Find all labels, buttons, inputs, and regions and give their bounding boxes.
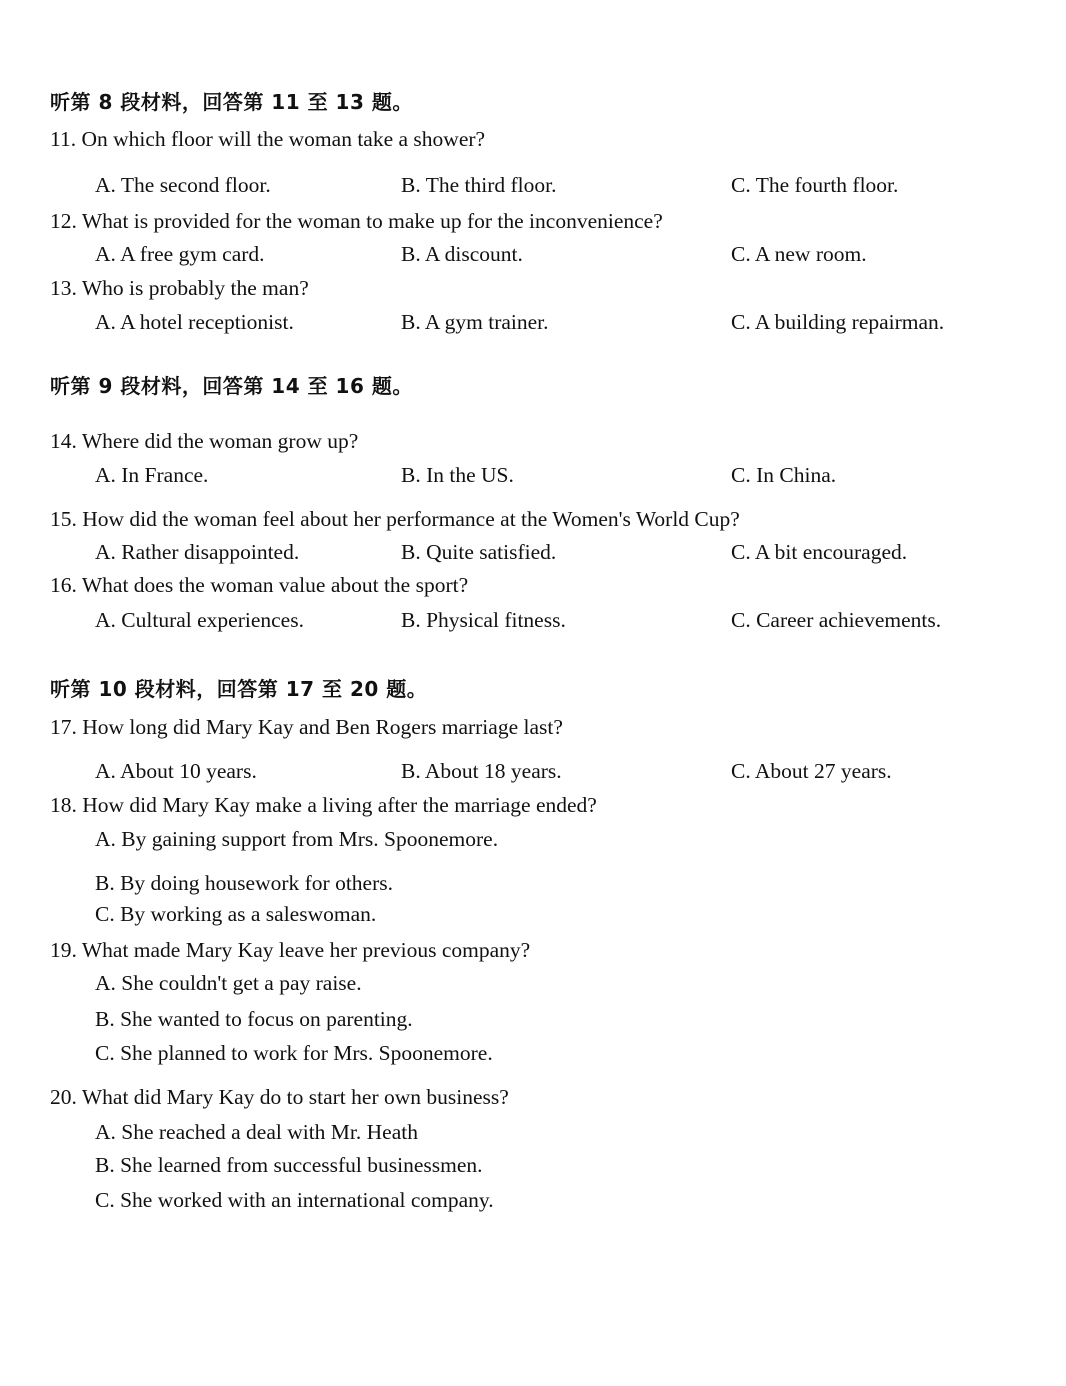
- answer-option: A. In France.: [95, 463, 209, 487]
- answer-option: A. Rather disappointed.: [95, 540, 300, 564]
- answer-option: A. A hotel receptionist.: [95, 310, 294, 334]
- answer-option: A. About 10 years.: [95, 759, 257, 783]
- answer-option: B. In the US.: [401, 463, 514, 487]
- section-header: 听第 9 段材料，回答第 14 至 16 题。: [50, 374, 413, 398]
- answer-option: C. A building repairman.: [731, 310, 945, 334]
- answer-option: B. The third floor.: [401, 173, 557, 197]
- answer-option: A. By gaining support from Mrs. Spoonemore.: [95, 827, 499, 851]
- answer-option: C. In China.: [731, 463, 837, 487]
- question-stem: 18. How did Mary Kay make a living after the marriage ended?: [50, 793, 597, 817]
- question-stem: 13. Who is probably the man?: [50, 276, 309, 300]
- answer-option: B. About 18 years.: [401, 759, 562, 783]
- answer-option: C. She planned to work for Mrs. Spoonemore.: [95, 1041, 493, 1065]
- section-header: 听第 8 段材料，回答第 11 至 13 题。: [50, 90, 413, 114]
- question-stem: 12. What is provided for the woman to make up for the inconvenience?: [50, 209, 663, 233]
- answer-option: B. A gym trainer.: [401, 310, 549, 334]
- answer-option: A. The second floor.: [95, 173, 271, 197]
- question-stem: 11. On which floor will the woman take a shower?: [50, 127, 486, 151]
- answer-option: A. Cultural experiences.: [95, 608, 304, 632]
- answer-option: A. She couldn't get a pay raise.: [95, 971, 362, 995]
- answer-option: C. Career achievements.: [731, 608, 942, 632]
- answer-option: C. About 27 years.: [731, 759, 892, 783]
- answer-option: B. She wanted to focus on parenting.: [95, 1007, 413, 1031]
- answer-option: B. A discount.: [401, 242, 523, 266]
- question-stem: 15. How did the woman feel about her performance at the Women's World Cup?: [50, 507, 740, 531]
- question-stem: 17. How long did Mary Kay and Ben Rogers marriage last?: [50, 715, 563, 739]
- section-header: 听第 10 段材料，回答第 17 至 20 题。: [50, 677, 428, 701]
- answer-option: C. A bit encouraged.: [731, 540, 908, 564]
- question-stem: 16. What does the woman value about the sport?: [50, 573, 469, 597]
- question-stem: 14. Where did the woman grow up?: [50, 429, 359, 453]
- question-stem: 20. What did Mary Kay do to start her own business?: [50, 1085, 509, 1109]
- answer-option: B. She learned from successful businessmen.: [95, 1153, 483, 1177]
- answer-option: C. The fourth floor.: [731, 173, 899, 197]
- answer-option: B. Physical fitness.: [401, 608, 566, 632]
- question-stem: 19. What made Mary Kay leave her previous company?: [50, 938, 531, 962]
- answer-option: C. By working as a saleswoman.: [95, 902, 377, 926]
- answer-option: C. A new room.: [731, 242, 867, 266]
- answer-option: B. By doing housework for others.: [95, 871, 393, 895]
- answer-option: B. Quite satisfied.: [401, 540, 557, 564]
- answer-option: A. She reached a deal with Mr. Heath: [95, 1120, 418, 1144]
- answer-option: A. A free gym card.: [95, 242, 265, 266]
- answer-option: C. She worked with an international company.: [95, 1188, 494, 1212]
